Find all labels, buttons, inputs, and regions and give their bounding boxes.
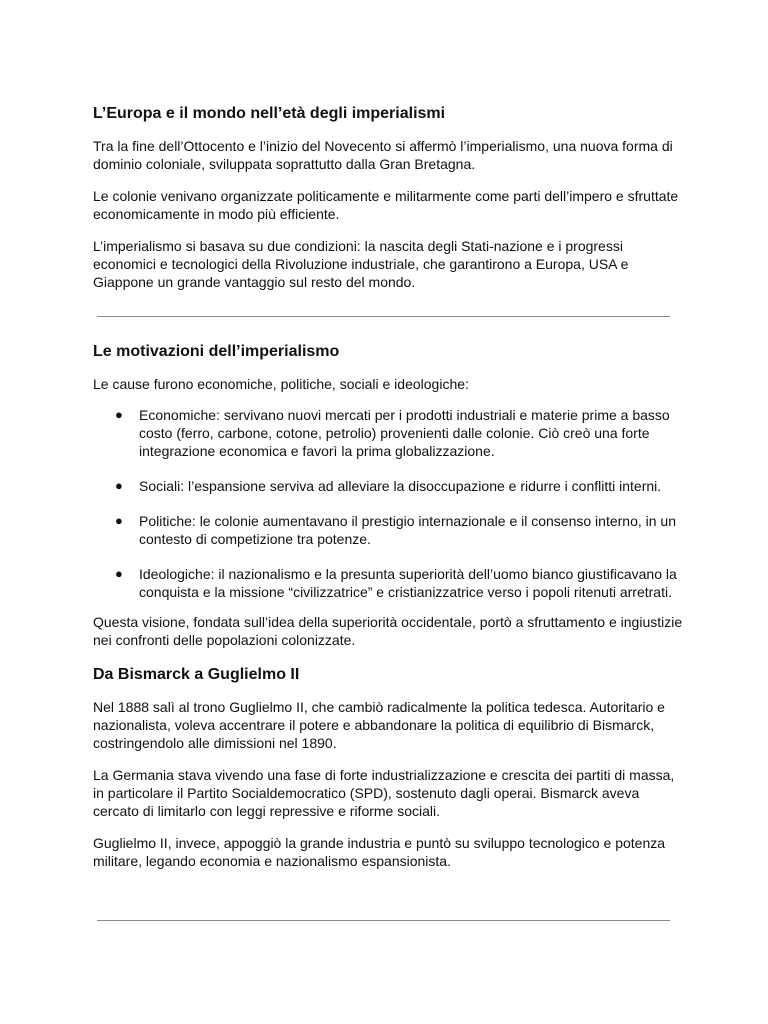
bullet-icon: ●	[115, 478, 123, 493]
paragraph: Nel 1888 salì al trono Guglielmo II, che cambiò radicalmente la politica tedesca. Autoritario e nazionalista, voleva accentrare il potere e abbandonare la politica di equilibrio di Bismarck, costringendolo alle dimissioni nel 1890.	[93, 699, 665, 751]
section-title-europa: L’Europa e il mondo nell’età degli imperialismi	[93, 105, 446, 122]
paragraph: Tra la fine dell’Ottocento e l’inizio del Novecento si affermò l’imperialismo, una nuova forma di dominio coloniale, sviluppata soprattutto dalla Gran Bretagna.	[93, 138, 673, 172]
bullet-icon: ●	[115, 513, 123, 528]
list-item-text: Politiche: le colonie aumentavano il prestigio internazionale e il consenso interno, in un contesto di competizione tra potenze.	[139, 513, 676, 547]
section-title-bismarck: Da Bismarck a Guglielmo II	[93, 666, 300, 683]
list-item-text: Economiche: servivano nuovi mercati per i prodotti industriali e materie prime a basso costo (ferro, carbone, cotone, petrolio) provenienti dalle colonie. Ciò creò una forte integrazione economica e favorì la prima globalizzazione.	[139, 407, 670, 459]
paragraph: Guglielmo II, invece, appoggiò la grande industria e puntò su sviluppo tecnologico e potenza militare, legando economia e nazionalismo espansionista.	[93, 835, 666, 869]
bullet-icon: ●	[115, 407, 123, 422]
list-item	[93, 477, 683, 495]
list-item-text: Ideologiche: il nazionalismo e la presunta superiorità dell’uomo bianco giustificavano la conquista e la missione “civilizzatrice” e cristianizzatrice verso i popoli ritenuti arretrati.	[139, 566, 677, 600]
paragraph: Le cause furono economiche, politiche, sociali e ideologiche:	[93, 376, 469, 392]
list-item	[93, 512, 683, 548]
paragraph: Questa visione, fondata sull’idea della superiorità occidentale, portò a sfruttamento e ingiustizie nei confronti delle popolazioni colonizzate.	[93, 614, 683, 648]
list-item	[93, 406, 683, 460]
section-title-motivazioni: Le motivazioni dell’imperialismo	[93, 343, 340, 360]
bullet-icon: ●	[115, 566, 123, 581]
section-divider	[97, 316, 670, 317]
bullet-list	[93, 406, 683, 601]
section-motivazioni	[93, 342, 683, 870]
list-item	[93, 565, 683, 601]
paragraph: La Germania stava vivendo una fase di forte industrializzazione e crescita dei partiti di massa, in particolare il Partito Socialdemocratico (SPD), sostenuto dagli operai. Bismarck aveva cercato di limitarlo con leggi repressive e riforme sociali.	[93, 767, 675, 819]
section-divider	[97, 920, 670, 921]
paragraph: Le colonie venivano organizzate politicamente e militarmente come parti dell’impero e sfruttate economicamente in modo più efficiente.	[93, 188, 679, 222]
paragraph: L’imperialismo si basava su due condizioni: la nascita degli Stati-nazione e i progressi economici e tecnologici della Rivoluzione industriale, che garantirono a Europa, USA e Giappone un grande vantaggio sul resto del mondo.	[93, 238, 629, 290]
list-item-text: Sociali: l’espansione serviva ad alleviare la disoccupazione e ridurre i conflitti interni.	[139, 478, 662, 494]
document-content	[93, 104, 683, 869]
